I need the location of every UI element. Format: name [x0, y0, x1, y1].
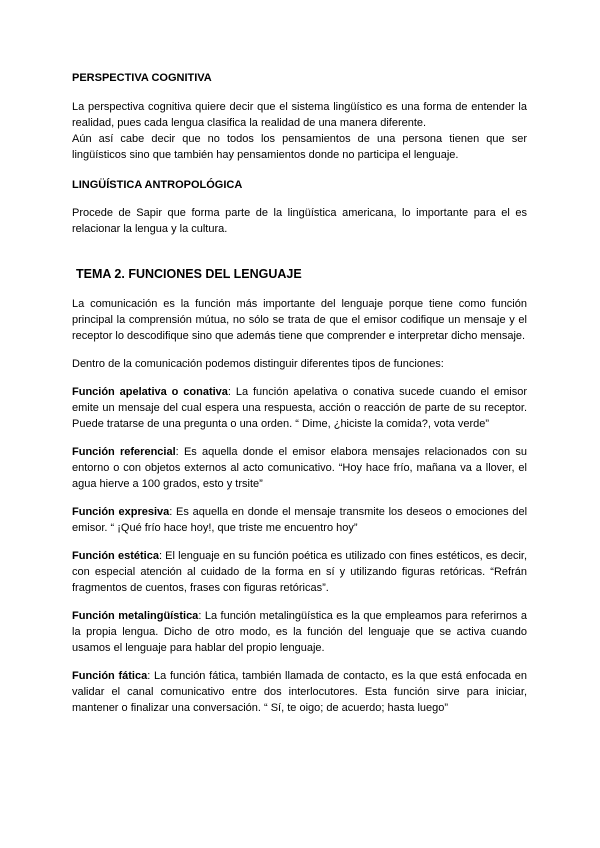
function-name: Función estética — [72, 550, 159, 562]
function-description: : La función apelativa o conativa sucede cuando el emisor emite un mensaje del cual espera una respuesta, acción o reacción de parte de su receptor. Puede tratarse de una pregunta o una orden. “ Dime, ¿hiciste la comida?, vota verde” — [72, 386, 528, 430]
function-estetica — [72, 548, 527, 596]
function-referencial — [72, 444, 527, 492]
function-description: : La función fática, también llamada de contacto, es la que está enfocada en validar el canal comunicativo entre dos interlocutores. Esta función sirve para iniciar, mantener o finalizar una conversación. “ Sí, te oigo; de acuerdo; hasta luego” — [72, 670, 528, 714]
function-metalinguistica — [72, 608, 527, 656]
paragraph-tema-dentro: Dentro de la comunicación podemos distinguir diferentes tipos de funciones: — [72, 358, 444, 370]
function-name: Función fática — [72, 670, 148, 682]
paragraph-tema-intro: La comunicación es la función más importante del lenguaje porque tiene como función principal la comprensión mútua, no sólo se trata de que el emisor codifique un mensaje y el receptor lo descodifique sino que además tiene que comprender e interpretar dicho mensaje. — [72, 298, 527, 342]
function-description: : La función metalingüística es la que empleamos para referirnos a la propia lengua. Dicho de otro modo, es la función del lenguaje que se activa cuando usamos el lenguaje para hablar del propio lenguaje. — [72, 610, 527, 654]
function-apelativa — [72, 384, 527, 432]
function-description: : El lenguaje en su función poética es utilizado con fines estéticos, es decir, con especial atención al cuidado de la forma en sí y utilizando figuras retóricas. “Refrán fragmentos de cuentos, frases con figuras retóricas”. — [72, 550, 527, 594]
function-expresiva — [72, 504, 527, 536]
section-title-perspectiva-cognitiva: PERSPECTIVA COGNITIVA — [72, 72, 212, 84]
function-name: Función expresiva — [72, 506, 170, 518]
document-page — [72, 70, 527, 716]
tema-title: TEMA 2. FUNCIONES DEL LENGUAJE — [76, 267, 302, 281]
function-name: Función referencial — [72, 446, 176, 458]
function-fatica — [72, 668, 527, 716]
function-description: : Es aquella donde el emisor elabora mensajes relacionados con su entorno o con objetos externos al acto comunicativo. “Hoy hace frío, mañana va a llover, el agua hierve a 100 grados, esto y trsite” — [72, 446, 527, 490]
paragraph-antropologica: Procede de Sapir que forma parte de la lingüística americana, lo importante para el es relacionar la lengua y la cultura. — [72, 207, 527, 235]
function-name: Función apelativa o conativa — [72, 386, 228, 398]
section-title-linguistica-antropologica: LINGÜÍSTICA ANTROPOLÓGICA — [72, 179, 243, 191]
function-description: : Es aquella en donde el mensaje transmite los deseos o emociones del emisor. “ ¡Qué frío hace hoy!, que triste me encuentro hoy” — [72, 506, 528, 534]
paragraph-perspectiva-1: La perspectiva cognitiva quiere decir que el sistema lingüístico es una forma de entender la realidad, pues cada lengua clasifica la realidad de una manera diferente. — [72, 101, 527, 129]
paragraph-perspectiva-2: Aún así cabe decir que no todos los pensamientos de una persona tienen que ser lingüísticos sino que también hay pensamientos donde no participa el lenguaje. — [72, 133, 527, 161]
function-name: Función metalingüística — [72, 610, 199, 622]
